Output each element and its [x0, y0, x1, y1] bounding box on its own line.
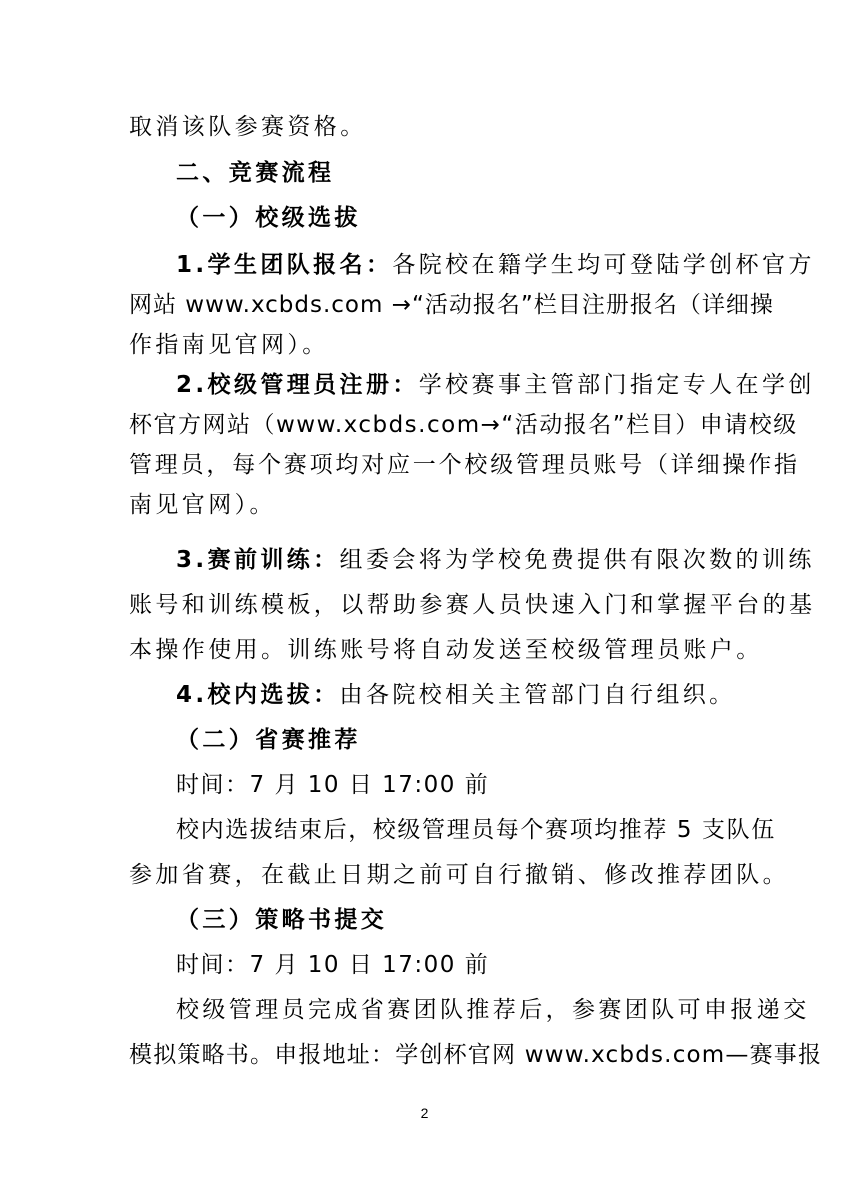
paragraph-line: 管理员，每个赛项均对应一个校级管理员账号（详细操作指	[129, 452, 800, 478]
paragraph-line: 参加省赛，在截止日期之前可自行撤销、修改推荐团队。	[129, 862, 789, 888]
subsection-heading: （一）校级选拔	[176, 205, 361, 231]
paragraph-text: 由各院校相关主管部门自行组织。	[339, 682, 736, 708]
text-line: 取消该队参赛资格。	[129, 114, 367, 140]
page-number: 2	[420, 1105, 429, 1121]
paragraph-text: 学校赛事主管部门指定专人在学创	[418, 372, 815, 398]
paragraph-line: 本操作使用。训练账号将自动发送至校级管理员账户。	[129, 637, 763, 663]
paragraph-line: 账号和训练模板，以帮助参赛人员快速入门和掌握平台的基	[129, 592, 816, 618]
paragraph-text: 组委会将为学校免费提供有限次数的训练	[339, 547, 815, 573]
paragraph-label: 4.校内选拔：	[176, 682, 340, 708]
paragraph-line: 校内选拔结束后，校级管理员每个赛项均推荐 5 支队伍	[176, 817, 776, 843]
paragraph-label: 1.学生团队报名：	[176, 252, 393, 278]
time-line: 时间：7 月 10 日 17:00 前	[176, 952, 490, 978]
paragraph-line: 模拟策略书。申报地址：学创杯官网 www.xcbds.com—赛事报	[129, 1042, 823, 1068]
paragraph-line	[176, 370, 815, 400]
paragraph-label: 2.校级管理员注册：	[176, 372, 419, 398]
paragraph-line	[176, 680, 736, 710]
section-heading: 二、竞赛流程	[176, 160, 335, 186]
paragraph-line: 网站 www.xcbds.com →“活动报名”栏目注册报名（详细操	[129, 292, 774, 318]
subsection-heading: （三）策略书提交	[176, 907, 388, 933]
paragraph-label: 3.赛前训练：	[176, 547, 340, 573]
paragraph-line: 校级管理员完成省赛团队推荐后，参赛团队可申报递交	[176, 997, 810, 1023]
paragraph-line: 作指南见官网）。	[129, 332, 329, 358]
time-line: 时间：7 月 10 日 17:00 前	[176, 772, 490, 798]
paragraph-line	[176, 250, 815, 280]
subsection-heading: （二）省赛推荐	[176, 727, 361, 753]
paragraph-text: 各院校在籍学生均可登陆学创杯官方	[392, 252, 815, 278]
paragraph-line: 南见官网）。	[129, 492, 276, 518]
paragraph-line: 杯官方网站（www.xcbds.com→“活动报名”栏目）申请校级	[129, 412, 798, 438]
paragraph-line	[176, 545, 815, 575]
